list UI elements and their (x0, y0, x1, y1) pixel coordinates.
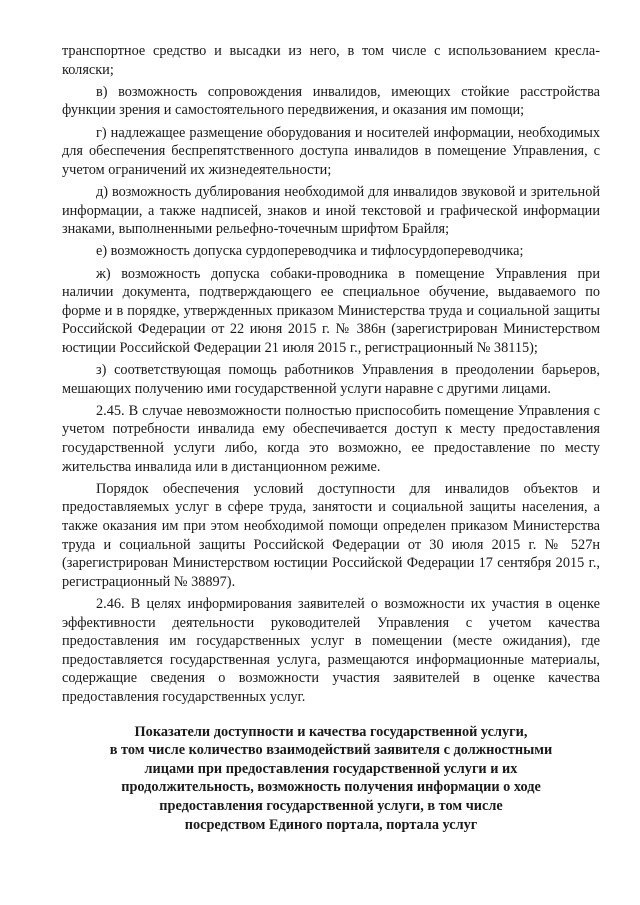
paragraph-accessibility-order: Порядок обеспечения условий доступности для инвалидов объектов и предоставляемых услуг в сфере труда, занятости и социальной защиты населения, а также оказания им при этом необходимой помощи определен приказом Министерства труда и социальной защиты Российской Федерации от 30 июля 2015 г. № 527н (зарегистрирован Министерством юстиции Российской Федерации 17 сентября 2015 г., регистрационный № 38897). (62, 480, 600, 590)
section-heading (62, 723, 600, 835)
paragraph-2-45: 2.45. В случае невозможности полностью приспособить помещение Управления с учетом потребности инвалида ему обеспечивается доступ к месту предоставления государственной услуги либо, когда это возможно, ее предоставление по месту жительства инвалида или в дистанционном режиме. (62, 402, 600, 475)
paragraph-item-z: з) соответствующая помощь работников Управления в преодолении барьеров, мешающих получению ими государственной услуги наравне с другими лицами. (62, 362, 600, 397)
document-page (62, 42, 600, 834)
heading-line: в том числе количество взаимодействий заявителя с должностными (109, 742, 553, 759)
paragraph-continuation: транспортное средство и высадки из него, в том числе с использованием кресла-коляски; (62, 43, 600, 78)
heading-line: продолжительность, возможность получения информации о ходе (121, 779, 541, 796)
paragraph-2-46: 2.46. В целях информирования заявителей о возможности их участия в оценке эффективности деятельности руководителей Управления с учетом качества предоставления им государственных услуг в помещении (месте ожидания), где предоставляется государственная услуга, размещаются информационные материалы, содержащие сведения о возможности участия заявителей в оценке качества предоставления государственных услуг. (62, 595, 600, 705)
paragraph-item-zh: ж) возможность допуска собаки-проводника в помещение Управления при наличии документа, подтверждающего ее специальное обучение, выдаваемого по форме и в порядке, утвержденных приказом Министерства труда и социальной защиты Российской Федерации от 22 июня 2015 г. № 386н (зарегистрирован Министерством юстиции Российской Федерации 21 июля 2015 г., регистрационный № 38115); (62, 265, 600, 356)
paragraph-item-g: г) надлежащее размещение оборудования и носителей информации, необходимых для обеспечения беспрепятственного доступа инвалидов в помещение Управления, с учетом ограничений их жизнедеятельности; (62, 124, 600, 178)
heading-line: Показатели доступности и качества государственной услуги, (134, 723, 528, 740)
heading-line: лицами при предоставления государственной услуги и их (144, 760, 518, 777)
paragraph-item-v: в) возможность сопровождения инвалидов, имеющих стойкие расстройства функции зрения и самостоятельного передвижения, и оказания им помощи; (62, 83, 600, 119)
heading-line: посредством Единого портала, портала услуг (184, 816, 478, 833)
paragraph-item-e: е) возможность допуска сурдопереводчика и тифлосурдопереводчика; (96, 243, 524, 260)
paragraph-item-d: д) возможность дублирования необходимой для инвалидов звуковой и зрительной информации, а также надписей, знаков и иной текстовой и графической информации знаками, выполненными рельефно-точечным шрифтом Брайля; (62, 183, 600, 238)
heading-line: предоставления государственной услуги, в том числе (159, 797, 503, 814)
